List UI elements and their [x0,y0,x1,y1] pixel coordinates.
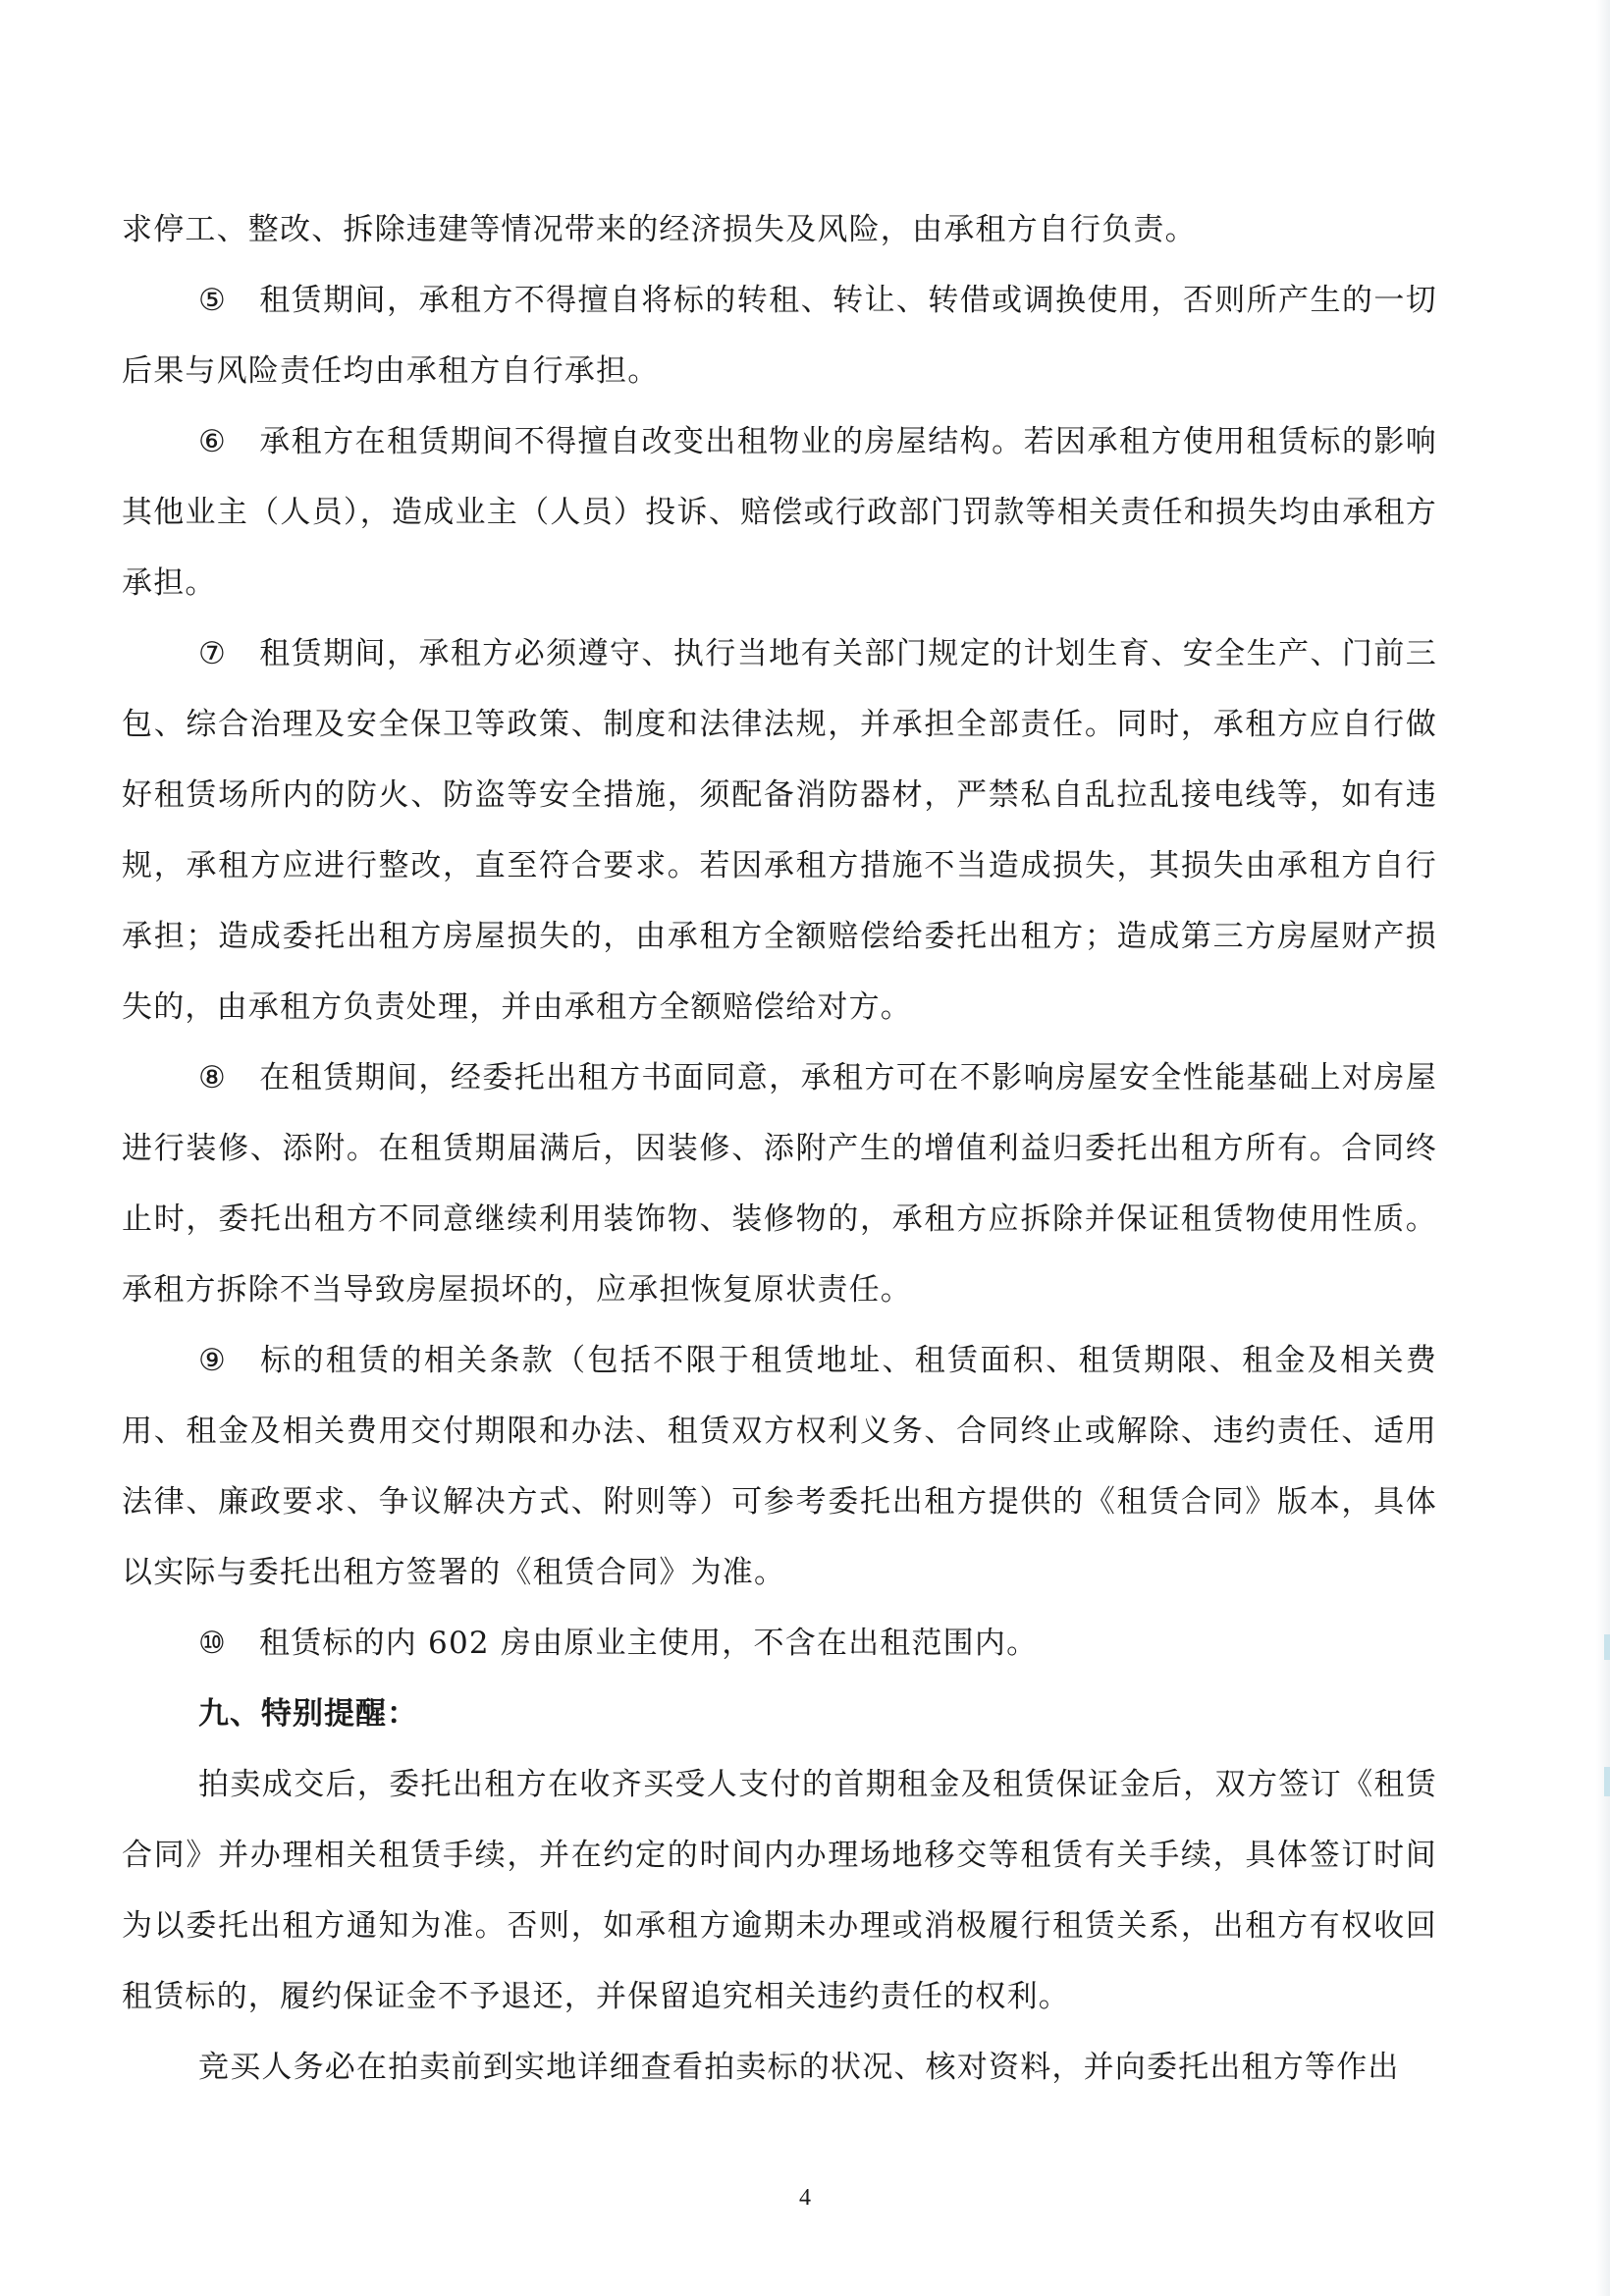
item-number: ⑩ [198,1626,227,1661]
reminder-paragraph: 竞买人务必在拍卖前到实地详细查看拍卖标的状况、核对资料，并向委托出租方等作出 [198,2050,1400,2085]
paragraph-text: 租赁期间，承租方必须遵守、执行当地有关部门规定的计划生育、安全生产、门前三包、综合治理及安全保卫等政策、制度和法律法规，并承担全部责任。同时，承租方应自行做好租赁场所内的防火、防盗等安全措施，须配备消防器材，严禁私自乱拉乱接电线等，如有违规，承租方应进行整改，直至符合要求。若因承租方措施不当造成损失，其损失由承租方自行承担；造成委托出租方房屋损失的，由承租方全额赔偿给委托出租方；造成第三方房屋财产损失的，由承租方负责处理，并由承租方全额赔偿给对方。 [122,636,1437,1025]
paragraph-item-7 [122,618,1437,1042]
item-number: ⑥ [198,424,227,459]
reminder-paragraph: 拍卖成交后，委托出租方在收齐买受人支付的首期租金及租赁保证金后，双方签订《租赁合同》并办理相关租赁手续，并在约定的时间内办理场地移交等租赁有关手续，具体签订时间为以委托出租方通知为准。否则，如承租方逾期未办理或消极履行租赁关系，出租方有权收回租赁标的，履约保证金不予退还，并保留追究相关违约责任的权利。 [122,1767,1437,2014]
paragraph-text: 租赁期间，承租方不得擅自将标的转租、转让、转借或调换使用，否则所产生的一切后果与风险责任均由承租方自行承担。 [122,283,1437,389]
document-body [122,194,1437,2103]
paragraph-text: 求停工、整改、拆除违建等情况带来的经济损失及风险，由承租方自行负责。 [122,212,1197,247]
paragraph-item-5 [122,265,1437,406]
paragraph-item-6 [122,406,1437,618]
paragraph-text: 在租赁期间，经委托出租方书面同意，承租方可在不影响房屋安全性能基础上对房屋进行装修、添附。在租赁期届满后，因装修、添附产生的增值利益归委托出租方所有。合同终止时，委托出租方不同意继续利用装饰物、装修物的，承租方应拆除并保证租赁物使用性质。承租方拆除不当导致房屋损坏的，应承担恢复原状责任。 [122,1060,1437,1308]
page-number: 4 [799,2185,811,2211]
paragraph-item-10 [122,1608,1437,1679]
scan-edge-shadow [1596,0,1610,2296]
item-number: ⑧ [198,1060,227,1095]
paragraph-item-9 [122,1325,1437,1608]
item-number: ⑨ [198,1343,227,1378]
paragraph-text: 承租方在租赁期间不得擅自改变出租物业的房屋结构。若因承租方使用租赁标的影响其他业主（人员），造成业主（人员）投诉、赔偿或行政部门罚款等相关责任和损失均由承租方承担。 [122,424,1437,601]
paragraph-item-8 [122,1042,1437,1325]
item-number: ⑦ [198,636,227,671]
paragraph-text: 租赁标的内 602 房由原业主使用，不含在出租范围内。 [259,1626,1039,1661]
paragraph-continuation [122,194,1437,265]
paragraph-text: 标的租赁的相关条款（包括不限于租赁地址、租赁面积、租赁期限、租金及相关费用、租金及相关费用交付期限和办法、租赁双方权利义务、合同终止或解除、违约责任、适用法律、廉政要求、争议解决方式、附则等）可参考委托出租方提供的《租赁合同》版本，具体以实际与委托出租方签署的《租赁合同》为准。 [122,1343,1437,1590]
scan-artifact-mark [1604,1634,1610,1660]
scan-artifact-mark [1604,1767,1610,1796]
section-heading: 九、特别提醒： [198,1696,418,1732]
item-number: ⑤ [198,283,227,318]
